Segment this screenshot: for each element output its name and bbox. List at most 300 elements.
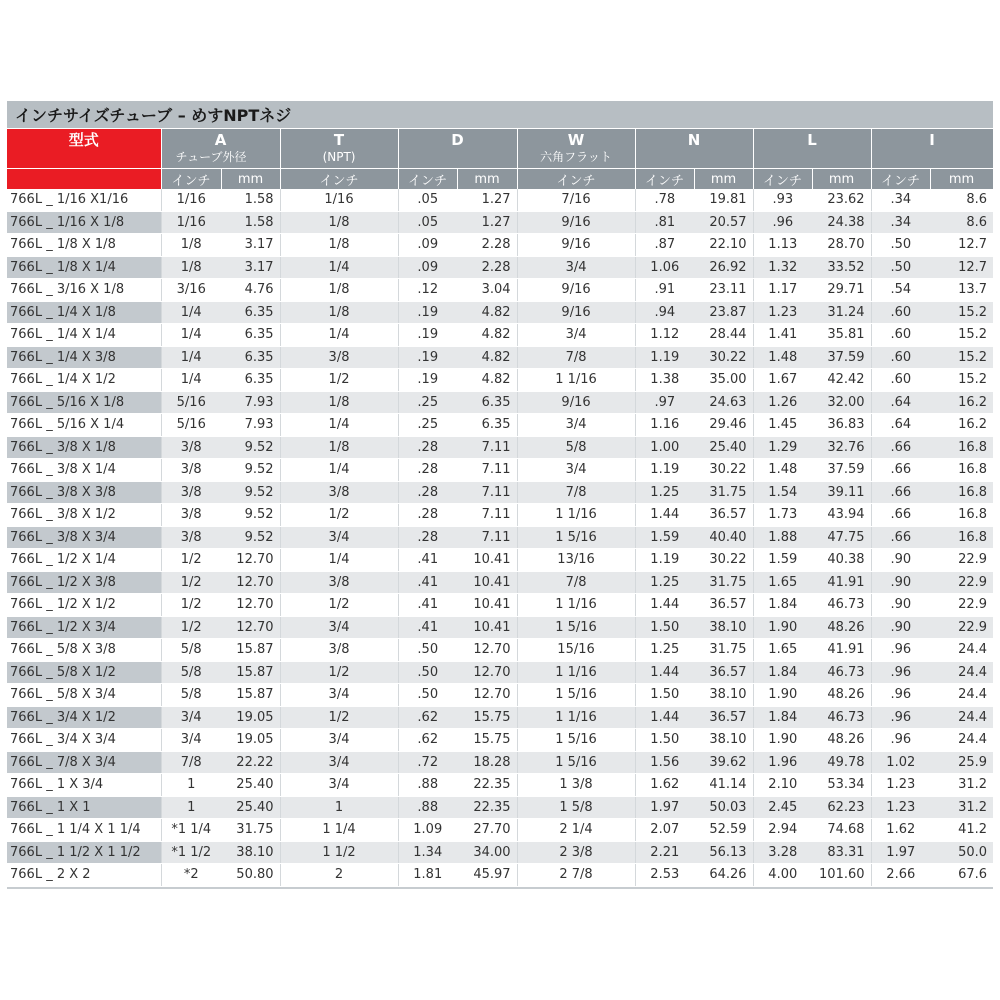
n-mm-cell: 30.22 <box>694 346 753 369</box>
a-inch-cell: 1/4 <box>161 369 221 392</box>
n-inch-cell: 1.50 <box>635 684 694 707</box>
t-inch-cell: 1/16 <box>280 189 398 211</box>
n-inch-cell: 2.21 <box>635 841 694 864</box>
table-row <box>7 729 993 752</box>
i-inch-cell: .66 <box>871 459 930 482</box>
i-mm-cell: 22.9 <box>930 571 993 594</box>
i-inch-cell: 1.23 <box>871 774 930 797</box>
a-inch-cell: *2 <box>161 864 221 887</box>
a-mm-cell: 12.70 <box>221 549 280 572</box>
table-row <box>7 436 993 459</box>
w-inch-cell: 7/16 <box>517 189 635 211</box>
d-mm-cell: 18.28 <box>457 751 517 774</box>
model-cell: 766L _ 7/8 X 3/4 <box>7 751 161 774</box>
n-mm-cell: 52.59 <box>694 819 753 842</box>
n-inch-cell: .94 <box>635 301 694 324</box>
d-inch-cell: .12 <box>398 279 457 302</box>
l-mm-cell: 37.59 <box>812 459 871 482</box>
model-cell: 766L _ 1/4 X 3/8 <box>7 346 161 369</box>
l-mm-cell: 48.26 <box>812 684 871 707</box>
i-mm-cell: 16.2 <box>930 391 993 414</box>
n-mm-cell: 38.10 <box>694 729 753 752</box>
i-inch-cell: .66 <box>871 436 930 459</box>
table-row <box>7 504 993 527</box>
i-mm-cell: 16.2 <box>930 414 993 437</box>
i-mm-cell: 31.2 <box>930 796 993 819</box>
bottom-rule <box>7 887 993 889</box>
a-inch-cell: 1/8 <box>161 234 221 257</box>
i-mm-cell: 16.8 <box>930 504 993 527</box>
l-inch-cell: 1.67 <box>753 369 812 392</box>
a-mm-cell: 15.87 <box>221 639 280 662</box>
w-inch-cell: 1 5/16 <box>517 526 635 549</box>
d-inch-cell: .19 <box>398 301 457 324</box>
l-mm-cell: 28.70 <box>812 234 871 257</box>
l-inch-cell: 2.94 <box>753 819 812 842</box>
d-mm-cell: 10.41 <box>457 594 517 617</box>
n-mm-cell: 28.44 <box>694 324 753 347</box>
i-inch-cell: .50 <box>871 234 930 257</box>
a-mm-cell: 9.52 <box>221 436 280 459</box>
l-mm-cell: 36.83 <box>812 414 871 437</box>
table-row <box>7 391 993 414</box>
t-inch-cell: 3/8 <box>280 571 398 594</box>
d-mm-cell: 10.41 <box>457 616 517 639</box>
l-mm-cell: 46.73 <box>812 661 871 684</box>
table-row <box>7 459 993 482</box>
t-inch-cell: 1/4 <box>280 549 398 572</box>
d-inch-cell: .50 <box>398 661 457 684</box>
i-mm-cell: 15.2 <box>930 324 993 347</box>
a-inch-cell: 5/16 <box>161 414 221 437</box>
t-inch-cell: 1 1/2 <box>280 841 398 864</box>
model-cell: 766L _ 1/8 X 1/4 <box>7 256 161 279</box>
w-inch-cell: 1 5/8 <box>517 796 635 819</box>
unit-model-blank <box>7 169 161 190</box>
w-inch-cell: 1 5/16 <box>517 751 635 774</box>
i-mm-cell: 25.9 <box>930 751 993 774</box>
t-inch-cell: 1/8 <box>280 391 398 414</box>
i-mm-cell: 16.8 <box>930 526 993 549</box>
a-mm-cell: 38.10 <box>221 841 280 864</box>
table-row <box>7 841 993 864</box>
a-mm-cell: 19.05 <box>221 729 280 752</box>
l-mm-cell: 23.62 <box>812 189 871 211</box>
t-inch-cell: 1/8 <box>280 279 398 302</box>
i-inch-cell: .96 <box>871 729 930 752</box>
i-mm-cell: 16.8 <box>930 436 993 459</box>
header-a: A チューブ外径 <box>161 129 280 169</box>
a-inch-cell: 1/2 <box>161 549 221 572</box>
model-cell: 766L _ 3/8 X 1/8 <box>7 436 161 459</box>
t-inch-cell: 3/4 <box>280 751 398 774</box>
l-inch-cell: 3.28 <box>753 841 812 864</box>
l-mm-cell: 41.91 <box>812 571 871 594</box>
l-mm-cell: 37.59 <box>812 346 871 369</box>
w-inch-cell: 2 3/8 <box>517 841 635 864</box>
t-inch-cell: 3/4 <box>280 526 398 549</box>
l-inch-cell: 1.29 <box>753 436 812 459</box>
a-inch-cell: 1/8 <box>161 256 221 279</box>
n-mm-cell: 36.57 <box>694 661 753 684</box>
n-inch-cell: 2.07 <box>635 819 694 842</box>
table-row <box>7 324 993 347</box>
model-cell: 766L _ 3/8 X 1/2 <box>7 504 161 527</box>
t-inch-cell: 1/2 <box>280 504 398 527</box>
d-inch-cell: .28 <box>398 504 457 527</box>
a-inch-cell: 3/16 <box>161 279 221 302</box>
l-inch-cell: 1.17 <box>753 279 812 302</box>
i-inch-cell: .60 <box>871 324 930 347</box>
i-mm-cell: 24.4 <box>930 684 993 707</box>
n-inch-cell: .78 <box>635 189 694 211</box>
d-inch-cell: .88 <box>398 774 457 797</box>
l-mm-cell: 53.34 <box>812 774 871 797</box>
i-mm-cell: 13.7 <box>930 279 993 302</box>
l-mm-cell: 46.73 <box>812 594 871 617</box>
t-inch-cell: 3/4 <box>280 616 398 639</box>
d-inch-cell: .88 <box>398 796 457 819</box>
l-inch-cell: 1.84 <box>753 594 812 617</box>
n-mm-cell: 23.87 <box>694 301 753 324</box>
w-inch-cell: 1 3/8 <box>517 774 635 797</box>
d-mm-cell: 4.82 <box>457 301 517 324</box>
t-inch-cell: 1/2 <box>280 369 398 392</box>
i-inch-cell: .96 <box>871 639 930 662</box>
w-inch-cell: 1 1/16 <box>517 706 635 729</box>
t-inch-cell: 1/4 <box>280 256 398 279</box>
i-mm-cell: 24.4 <box>930 729 993 752</box>
l-inch-cell: 1.90 <box>753 729 812 752</box>
model-cell: 766L _ 3/8 X 3/8 <box>7 481 161 504</box>
n-inch-cell: 2.53 <box>635 864 694 887</box>
d-mm-cell: 2.28 <box>457 234 517 257</box>
table-row <box>7 661 993 684</box>
i-inch-cell: .90 <box>871 571 930 594</box>
d-inch-cell: .19 <box>398 324 457 347</box>
a-inch-cell: 1/4 <box>161 324 221 347</box>
unit-a-mm: mm <box>221 169 280 190</box>
n-mm-cell: 36.57 <box>694 594 753 617</box>
d-mm-cell: 12.70 <box>457 639 517 662</box>
n-inch-cell: 1.06 <box>635 256 694 279</box>
model-cell: 766L _ 3/4 X 3/4 <box>7 729 161 752</box>
w-inch-cell: 9/16 <box>517 279 635 302</box>
a-mm-cell: 7.93 <box>221 391 280 414</box>
l-mm-cell: 101.60 <box>812 864 871 887</box>
n-inch-cell: 1.50 <box>635 729 694 752</box>
model-cell: 766L _ 1/4 X 1/2 <box>7 369 161 392</box>
d-inch-cell: 1.09 <box>398 819 457 842</box>
n-mm-cell: 26.92 <box>694 256 753 279</box>
l-inch-cell: 1.84 <box>753 706 812 729</box>
n-inch-cell: .87 <box>635 234 694 257</box>
n-mm-cell: 50.03 <box>694 796 753 819</box>
l-inch-cell: 1.59 <box>753 549 812 572</box>
unit-row <box>7 169 993 190</box>
d-inch-cell: .62 <box>398 729 457 752</box>
t-inch-cell: 3/4 <box>280 774 398 797</box>
d-inch-cell: 1.81 <box>398 864 457 887</box>
l-inch-cell: 2.45 <box>753 796 812 819</box>
n-inch-cell: 1.12 <box>635 324 694 347</box>
l-mm-cell: 48.26 <box>812 729 871 752</box>
table-row <box>7 346 993 369</box>
unit-a-inch: インチ <box>161 169 221 190</box>
d-inch-cell: .05 <box>398 189 457 211</box>
model-cell: 766L _ 1/4 X 1/4 <box>7 324 161 347</box>
table-row <box>7 571 993 594</box>
a-inch-cell: 1/2 <box>161 594 221 617</box>
table-row <box>7 549 993 572</box>
unit-l-inch: インチ <box>753 169 812 190</box>
l-mm-cell: 74.68 <box>812 819 871 842</box>
l-inch-cell: .96 <box>753 211 812 234</box>
model-cell: 766L _ 5/8 X 3/8 <box>7 639 161 662</box>
a-inch-cell: 5/8 <box>161 639 221 662</box>
unit-i-inch: インチ <box>871 169 930 190</box>
l-mm-cell: 47.75 <box>812 526 871 549</box>
w-inch-cell: 1 5/16 <box>517 616 635 639</box>
i-mm-cell: 22.9 <box>930 616 993 639</box>
l-mm-cell: 24.38 <box>812 211 871 234</box>
spec-table <box>7 129 994 887</box>
d-inch-cell: .72 <box>398 751 457 774</box>
l-inch-cell: 1.65 <box>753 571 812 594</box>
d-mm-cell: 34.00 <box>457 841 517 864</box>
table-header <box>7 129 993 189</box>
header-l: L <box>753 129 871 169</box>
l-inch-cell: 4.00 <box>753 864 812 887</box>
a-inch-cell: 3/4 <box>161 706 221 729</box>
l-inch-cell: 1.96 <box>753 751 812 774</box>
i-inch-cell: .64 <box>871 391 930 414</box>
model-cell: 766L _ 5/8 X 1/2 <box>7 661 161 684</box>
l-inch-cell: .93 <box>753 189 812 211</box>
i-inch-cell: .66 <box>871 481 930 504</box>
i-inch-cell: .50 <box>871 256 930 279</box>
a-inch-cell: 5/16 <box>161 391 221 414</box>
table-row <box>7 594 993 617</box>
n-mm-cell: 31.75 <box>694 481 753 504</box>
l-inch-cell: 1.48 <box>753 346 812 369</box>
t-inch-cell: 1/8 <box>280 436 398 459</box>
table-row <box>7 684 993 707</box>
a-mm-cell: 31.75 <box>221 819 280 842</box>
n-mm-cell: 35.00 <box>694 369 753 392</box>
n-mm-cell: 41.14 <box>694 774 753 797</box>
l-inch-cell: 1.41 <box>753 324 812 347</box>
i-inch-cell: .96 <box>871 684 930 707</box>
l-inch-cell: 1.13 <box>753 234 812 257</box>
i-mm-cell: 16.8 <box>930 459 993 482</box>
d-inch-cell: .28 <box>398 436 457 459</box>
w-inch-cell: 1 1/16 <box>517 504 635 527</box>
d-inch-cell: .41 <box>398 594 457 617</box>
w-inch-cell: 3/4 <box>517 256 635 279</box>
table-row <box>7 819 993 842</box>
n-inch-cell: 1.19 <box>635 459 694 482</box>
w-inch-cell: 7/8 <box>517 346 635 369</box>
a-inch-cell: 1/4 <box>161 346 221 369</box>
w-inch-cell: 9/16 <box>517 211 635 234</box>
table-row <box>7 616 993 639</box>
table-row <box>7 234 993 257</box>
model-cell: 766L _ 3/8 X 1/4 <box>7 459 161 482</box>
table-row <box>7 279 993 302</box>
unit-n-inch: インチ <box>635 169 694 190</box>
a-mm-cell: 25.40 <box>221 774 280 797</box>
d-mm-cell: 12.70 <box>457 661 517 684</box>
d-mm-cell: 7.11 <box>457 436 517 459</box>
w-inch-cell: 1 1/16 <box>517 594 635 617</box>
i-mm-cell: 15.2 <box>930 346 993 369</box>
n-inch-cell: 1.25 <box>635 571 694 594</box>
a-mm-cell: 22.22 <box>221 751 280 774</box>
a-mm-cell: 3.17 <box>221 256 280 279</box>
i-mm-cell: 12.7 <box>930 234 993 257</box>
l-mm-cell: 41.91 <box>812 639 871 662</box>
d-mm-cell: 7.11 <box>457 504 517 527</box>
n-inch-cell: 1.56 <box>635 751 694 774</box>
d-inch-cell: .50 <box>398 684 457 707</box>
t-inch-cell: 1/4 <box>280 459 398 482</box>
l-mm-cell: 33.52 <box>812 256 871 279</box>
table-row <box>7 256 993 279</box>
n-inch-cell: 1.38 <box>635 369 694 392</box>
n-mm-cell: 39.62 <box>694 751 753 774</box>
d-mm-cell: 4.82 <box>457 346 517 369</box>
table-row <box>7 414 993 437</box>
t-inch-cell: 1/4 <box>280 324 398 347</box>
n-inch-cell: 1.25 <box>635 639 694 662</box>
a-inch-cell: 3/8 <box>161 504 221 527</box>
model-cell: 766L _ 5/16 X 1/8 <box>7 391 161 414</box>
t-inch-cell: 1/4 <box>280 414 398 437</box>
n-mm-cell: 23.11 <box>694 279 753 302</box>
d-mm-cell: 4.82 <box>457 369 517 392</box>
model-cell: 766L _ 1/2 X 1/2 <box>7 594 161 617</box>
n-mm-cell: 31.75 <box>694 639 753 662</box>
n-inch-cell: 1.19 <box>635 346 694 369</box>
n-inch-cell: 1.00 <box>635 436 694 459</box>
t-inch-cell: 1/2 <box>280 594 398 617</box>
i-mm-cell: 8.6 <box>930 211 993 234</box>
n-mm-cell: 22.10 <box>694 234 753 257</box>
table-row <box>7 751 993 774</box>
l-inch-cell: 1.45 <box>753 414 812 437</box>
l-mm-cell: 31.24 <box>812 301 871 324</box>
a-mm-cell: 12.70 <box>221 594 280 617</box>
table-row <box>7 796 993 819</box>
a-mm-cell: 19.05 <box>221 706 280 729</box>
d-inch-cell: .19 <box>398 346 457 369</box>
unit-n-mm: mm <box>694 169 753 190</box>
a-mm-cell: 12.70 <box>221 616 280 639</box>
a-inch-cell: 1 <box>161 796 221 819</box>
l-mm-cell: 49.78 <box>812 751 871 774</box>
l-mm-cell: 32.76 <box>812 436 871 459</box>
a-inch-cell: *1 1/4 <box>161 819 221 842</box>
l-inch-cell: 1.23 <box>753 301 812 324</box>
model-cell: 766L _ 1/16 X1/16 <box>7 189 161 211</box>
d-mm-cell: 27.70 <box>457 819 517 842</box>
unit-t-inch: インチ <box>280 169 398 190</box>
model-cell: 766L _ 1 1/2 X 1 1/2 <box>7 841 161 864</box>
i-inch-cell: 1.97 <box>871 841 930 864</box>
t-inch-cell: 1/8 <box>280 301 398 324</box>
l-inch-cell: 1.26 <box>753 391 812 414</box>
l-mm-cell: 83.31 <box>812 841 871 864</box>
i-inch-cell: .90 <box>871 616 930 639</box>
table-row <box>7 481 993 504</box>
model-cell: 766L _ 5/8 X 3/4 <box>7 684 161 707</box>
a-mm-cell: 15.87 <box>221 661 280 684</box>
a-inch-cell: 3/8 <box>161 459 221 482</box>
i-mm-cell: 12.7 <box>930 256 993 279</box>
n-mm-cell: 25.40 <box>694 436 753 459</box>
n-inch-cell: 1.50 <box>635 616 694 639</box>
t-inch-cell: 3/8 <box>280 639 398 662</box>
t-inch-cell: 3/4 <box>280 684 398 707</box>
l-mm-cell: 32.00 <box>812 391 871 414</box>
l-mm-cell: 43.94 <box>812 504 871 527</box>
w-inch-cell: 3/4 <box>517 414 635 437</box>
table-row <box>7 189 993 211</box>
a-mm-cell: 9.52 <box>221 526 280 549</box>
n-mm-cell: 38.10 <box>694 616 753 639</box>
a-inch-cell: 7/8 <box>161 751 221 774</box>
a-inch-cell: 1/16 <box>161 211 221 234</box>
d-mm-cell: 7.11 <box>457 526 517 549</box>
d-inch-cell: .19 <box>398 369 457 392</box>
a-mm-cell: 9.52 <box>221 481 280 504</box>
d-mm-cell: 1.27 <box>457 211 517 234</box>
w-inch-cell: 1 1/16 <box>517 661 635 684</box>
l-inch-cell: 1.65 <box>753 639 812 662</box>
i-inch-cell: .60 <box>871 346 930 369</box>
a-inch-cell: 1 <box>161 774 221 797</box>
n-inch-cell: .81 <box>635 211 694 234</box>
unit-i-mm: mm <box>930 169 993 190</box>
l-inch-cell: 1.90 <box>753 684 812 707</box>
w-inch-cell: 1 5/16 <box>517 729 635 752</box>
d-inch-cell: .28 <box>398 526 457 549</box>
i-inch-cell: 1.02 <box>871 751 930 774</box>
i-inch-cell: .64 <box>871 414 930 437</box>
spec-sheet <box>7 101 993 889</box>
l-inch-cell: 2.10 <box>753 774 812 797</box>
n-inch-cell: 1.44 <box>635 661 694 684</box>
i-mm-cell: 15.2 <box>930 369 993 392</box>
d-mm-cell: 3.04 <box>457 279 517 302</box>
l-mm-cell: 40.38 <box>812 549 871 572</box>
table-row <box>7 864 993 887</box>
d-mm-cell: 7.11 <box>457 481 517 504</box>
i-mm-cell: 24.4 <box>930 706 993 729</box>
l-mm-cell: 39.11 <box>812 481 871 504</box>
i-inch-cell: .96 <box>871 706 930 729</box>
header-w: W 六角フラット <box>517 129 635 169</box>
d-inch-cell: .62 <box>398 706 457 729</box>
n-inch-cell: .91 <box>635 279 694 302</box>
table-row <box>7 211 993 234</box>
n-mm-cell: 36.57 <box>694 706 753 729</box>
unit-l-mm: mm <box>812 169 871 190</box>
n-mm-cell: 30.22 <box>694 459 753 482</box>
i-mm-cell: 31.2 <box>930 774 993 797</box>
d-inch-cell: .09 <box>398 234 457 257</box>
